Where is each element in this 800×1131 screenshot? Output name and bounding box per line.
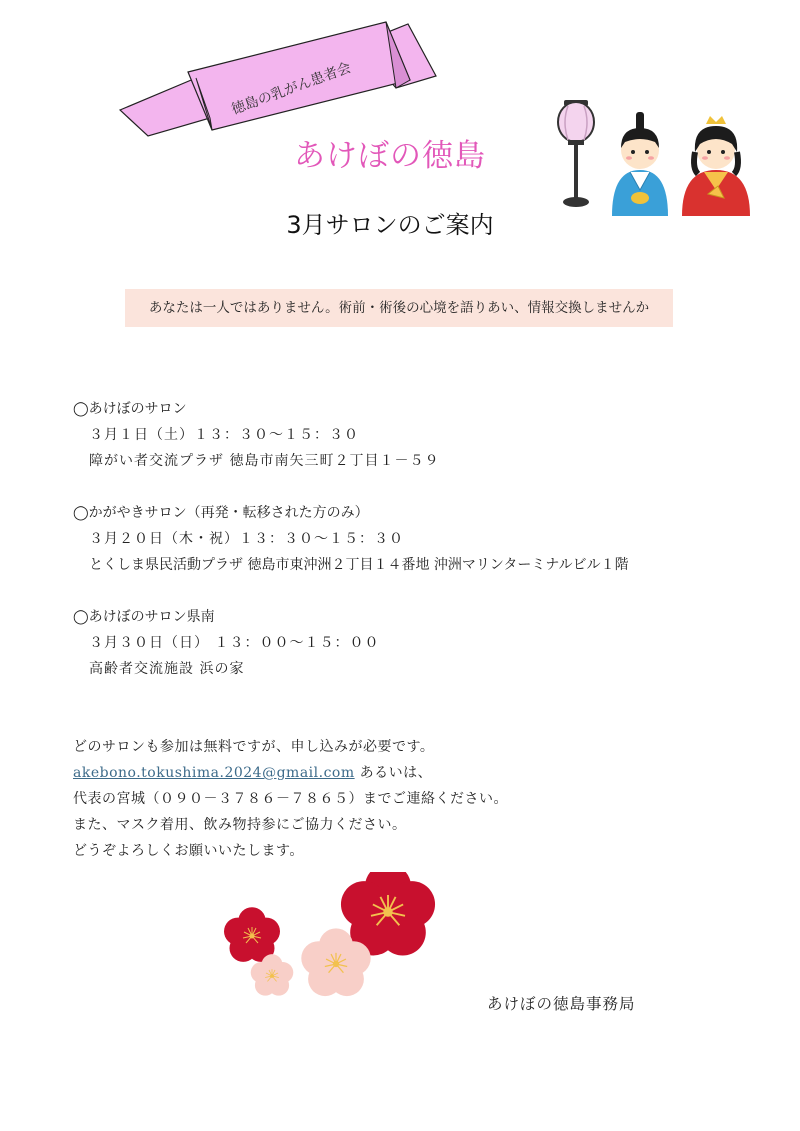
plum-blossom-icon (218, 872, 448, 1002)
organization-title: あけぼの徳島 (294, 138, 486, 174)
odairi-doll-icon (612, 112, 668, 216)
notes-section (73, 734, 753, 864)
event-datetime: ３月２０日（木・祝）１３：３０〜１５：３０ (89, 531, 404, 547)
event-name: ◯あけぼのサロン県南 (73, 609, 215, 625)
event-item (73, 500, 753, 578)
bonbori-lantern-icon (558, 100, 594, 207)
event-venue: 障がい者交流プラザ 徳島市南矢三町２丁目１－５９ (89, 453, 440, 469)
event-name: ◯あけぼのサロン (73, 401, 187, 417)
note-closing: どうぞよろしくお願いいたします。 (73, 843, 304, 859)
event-datetime: ３月３０日（日） １３：００〜１５：００ (89, 635, 380, 651)
event-venue: とくしま県民活動プラザ 徳島市東沖洲２丁目１４番地 沖洲マリンターミナルビル１階 (89, 557, 629, 573)
hina-dolls-illustration (552, 98, 762, 216)
tagline-box: あなたは一人ではありません。術前・術後の心境を語りあい、情報交換しませんか (125, 289, 673, 327)
event-list (73, 396, 753, 708)
note-contact-email-line (73, 760, 753, 786)
ohina-doll-icon (682, 116, 750, 216)
note-free-registration: どのサロンも参加は無料ですが、申し込みが必要です。 (73, 739, 435, 755)
event-item (73, 396, 753, 474)
office-signature: あけぼの徳島事務局 (487, 995, 636, 1013)
note-email-suffix: あるいは、 (354, 765, 433, 781)
event-name: ◯かがやきサロン（再発・転移された方のみ） (73, 505, 369, 521)
note-phone: 代表の宮城（０９０－３７８６－７８６５）までご連絡ください。 (73, 791, 508, 807)
event-datetime: ３月１日（土）１３：３０〜１５：３０ (89, 427, 359, 443)
page-title: 3月サロンのご案内 (286, 211, 494, 239)
event-item (73, 604, 753, 682)
event-venue: 高齢者交流施設 浜の家 (89, 661, 245, 677)
note-mask-drink: また、マスク着用、飲み物持参にご協力ください。 (73, 817, 407, 833)
email-link[interactable]: akebono.tokushima.2024@gmail.com (73, 765, 355, 781)
banner-label: 徳島の乳がん患者会 (229, 59, 354, 119)
